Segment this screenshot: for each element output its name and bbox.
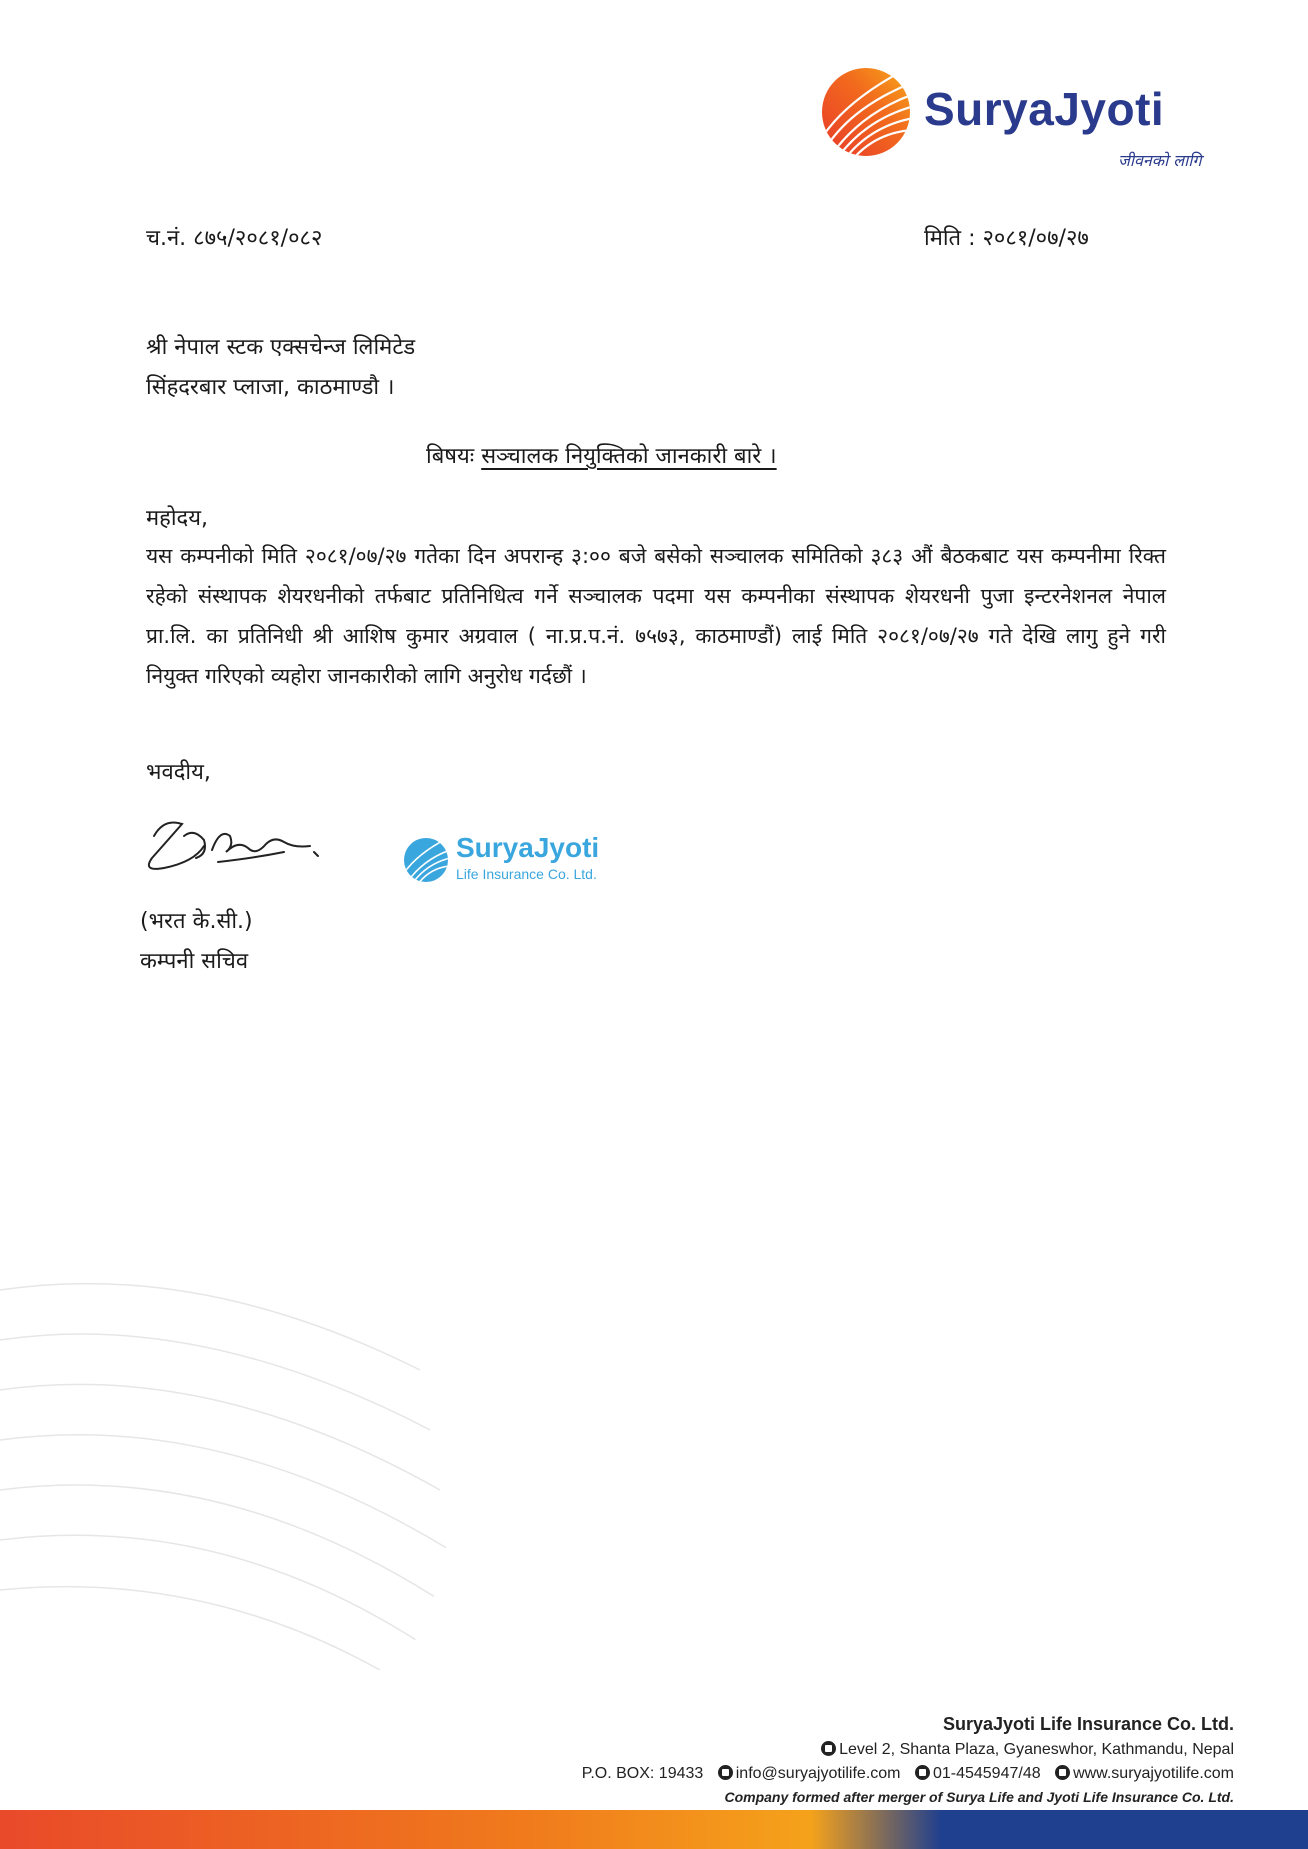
footer-address-line [582, 1738, 1234, 1762]
subject-prefix: बिषयः [426, 444, 475, 469]
reference-number: च.नं. ८७५/२०८१/०८२ [146, 226, 323, 251]
home-icon [821, 1741, 836, 1756]
closing: भवदीय, [146, 760, 211, 785]
sun-logo-icon [818, 64, 914, 160]
footer-merger-note: Company formed after merger of Surya Life and Jyoti Life Insurance Co. Ltd. [724, 1789, 1234, 1805]
recipient-address [146, 328, 415, 408]
letter-body: यस कम्पनीको मिति २०८१/०७/२७ गतेका दिन अपरान्ह ३:०० बजे बसेको सञ्चालक समितिको ३८३ औं बैठकबाट यस कम्पनीमा रिक्त रहेको संस्थापक शेयरधनीको तर्फबाट प्रतिनिधित्व गर्ने सञ्चालक पदमा यस कम्पनीका संस्थापक शेयरधनी पुजा इन्टरनेशनल नेपाल प्रा.लि. का प्रतिनिधी श्री आशिष कुमार अग्रवाल ( ना.प्र.प.नं. ७५७३, काठमाण्डौं) लाई मिति २०८१/०७/२७ गते देखि लागु हुने गरी नियुक्त गरिएको व्यहोरा जानकारीको लागि अनुरोध गर्दछौं । [146, 544, 1166, 688]
subject-line [426, 440, 777, 470]
footer [582, 1710, 1234, 1808]
globe-icon [1055, 1765, 1070, 1780]
email-icon [718, 1765, 733, 1780]
handwritten-signature [134, 806, 344, 886]
phone-icon [915, 1765, 930, 1780]
footer-company: SuryaJyoti Life Insurance Co. Ltd. [942, 1714, 1234, 1734]
logo-wordmark: SuryaJyoti [924, 83, 1165, 135]
footer-address: Level 2, Shanta Plaza, Gyaneswhor, Kathmandu, Nepal [839, 1741, 1234, 1758]
footer-phone: 01-4545947/48 [932, 1765, 1041, 1782]
stamp-name: SuryaJyoti [456, 832, 600, 863]
logo-tagline: जीवनको लागि [1118, 151, 1202, 170]
stamp-subtitle: Life Insurance Co. Ltd. [456, 866, 597, 882]
footer-contact-line [582, 1762, 1234, 1786]
stamp-sun-icon [402, 836, 450, 884]
footer-email[interactable]: info@suryajyotilife.com [735, 1765, 901, 1782]
footer-website[interactable]: www.suryajyotilife.com [1073, 1765, 1234, 1782]
recipient-line-1: श्री नेपाल स्टक एक्सचेन्ज लिमिटेड [146, 335, 416, 360]
subject-text: सञ्चालक नियुक्तिको जानकारी बारे । [481, 444, 777, 469]
letter-date: मिति : २०८१/०७/२७ [924, 226, 1089, 251]
footer-po-box: P.O. BOX: 19433 [581, 1765, 704, 1782]
sun-watermark-icon [0, 1250, 460, 1670]
recipient-line-2: सिंहदरबार प्लाजा, काठमाण्डौ । [146, 375, 395, 400]
signer-name: (भरत के.सी.) [140, 909, 253, 934]
footer-color-bar [0, 1810, 1308, 1849]
signer-title: कम्पनी सचिव [140, 949, 249, 974]
company-logo [818, 64, 1238, 174]
salutation: महोदय, [146, 506, 208, 531]
signer-block [140, 902, 253, 982]
company-stamp [402, 830, 632, 894]
